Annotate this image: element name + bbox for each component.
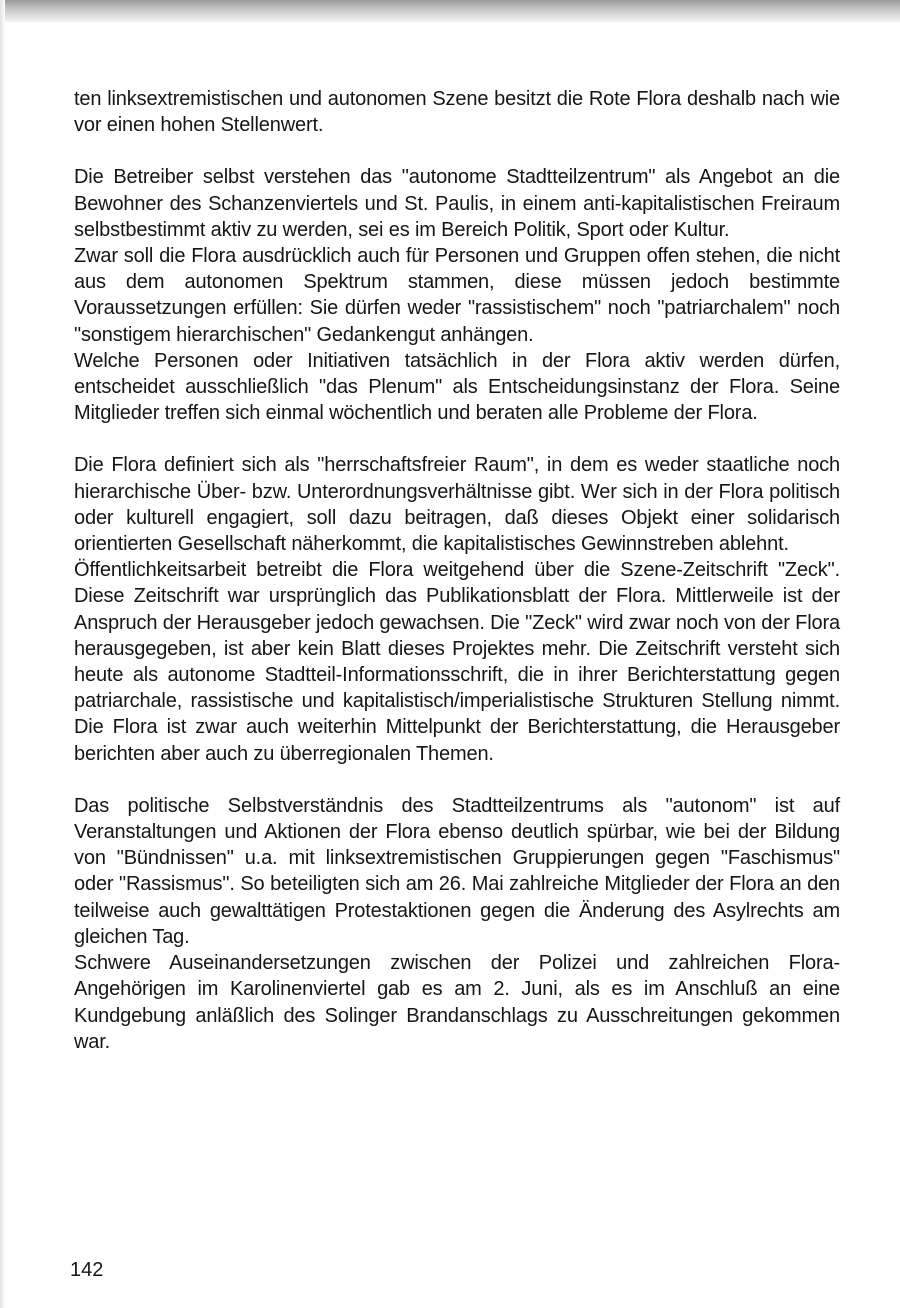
paragraph-5: Die Flora definiert sich als "herrschaftsfreier Raum", in dem es weder staatliche noch hierarchische Über- bzw. Unterordnungsverhältnisse gibt. Wer sich in der Flora politisch oder kulturell engagiert, soll dazu beitragen, daß dieses Objekt einer solidarisch orientierten Gesellschaft näherkommt, die kapitalistisches Gewinnstreben ablehnt. bbox=[74, 454, 840, 556]
paragraph-2: Die Betreiber selbst verstehen das "autonome Stadtteilzentrum" als Angebot an die Bewohner des Schanzenviertels und St. Paulis, in einem anti-kapitalistischen Freiraum selbstbestimmt aktiv zu werden, sei es im Bereich Politik, Sport oder Kultur. bbox=[74, 166, 840, 241]
page-number: 142 bbox=[70, 1259, 104, 1281]
paragraph-6: Öffentlichkeitsarbeit betreibt die Flora weitgehend über die Szene-Zeitschrift "Zeck". Diese Zeitschrift war ursprünglich das Publikationsblatt der Flora. Mittlerweile ist der Anspruch der Herausgeber jedoch gewachsen. Die "Zeck" wird zwar noch von der Flora herausgegeben, ist aber kein Blatt dieses Projektes mehr. Die Zeitschrift versteht sich heute als autonome Stadtteil-Informationsschrift, die in ihrer Berichterstattung gegen patriarchale, rassistische und kapitalistisch/imperialistische Strukturen Stellung nimmt. Die Flora ist zwar auch weiterhin Mittelpunkt der Berichterstattung, die Herausgeber berichten aber auch zu überregionalen Themen. bbox=[74, 559, 840, 765]
paragraph-4: Welche Personen oder Initiativen tatsächlich in der Flora aktiv werden dürfen, entscheidet ausschließlich "das Plenum" als Entscheidungsinstanz der Flora. Seine Mitglieder treffen sich einmal wöchentlich und beraten alle Probleme der Flora. bbox=[74, 349, 840, 425]
paragraph-3: Zwar soll die Flora ausdrücklich auch für Personen und Gruppen offen stehen, die nicht aus dem autonomen Spektrum stammen, diese müssen jedoch bestimmte Voraussetzungen erfüllen: Sie dürfen weder "rassistischem" noch "patriarchalem" noch "sonstigem hierarchischen" Gedankengut anhängen. bbox=[74, 245, 840, 346]
paragraph-7: Das politische Selbstverständnis des Stadtteilzentrums als "autonom" ist auf Veranstaltungen und Aktionen der Flora ebenso deutlich spürbar, wie bei der Bildung von "Bündnissen" u.a. mit linksextremistischen Gruppierungen gegen "Faschismus" oder "Rassismus". So beteiligten sich am 26. Mai zahlreiche Mitglieder der Flora an den teilweise auch gewalttätigen Protestaktionen gegen die Änderung des Asylrechts am gleichen Tag. bbox=[74, 794, 840, 948]
scan-left-shadow bbox=[0, 0, 5, 1308]
page-body bbox=[74, 86, 840, 1055]
paragraph-1: ten linksextremistischen und autonomen Szene besitzt die Rote Flora deshalb nach wie vor einen hohen Stellenwert. bbox=[74, 88, 840, 137]
paragraph-8: Schwere Auseinandersetzungen zwischen der Polizei und zahlreichen Flora-Angehörigen im Karolinenviertel gab es am 2. Juni, als es im Anschluß an eine Kundgebung anläßlich des Solinger Brandanschlags zu Ausschreitungen gekommen war. bbox=[74, 952, 840, 1053]
scan-top-shadow bbox=[0, 0, 900, 22]
